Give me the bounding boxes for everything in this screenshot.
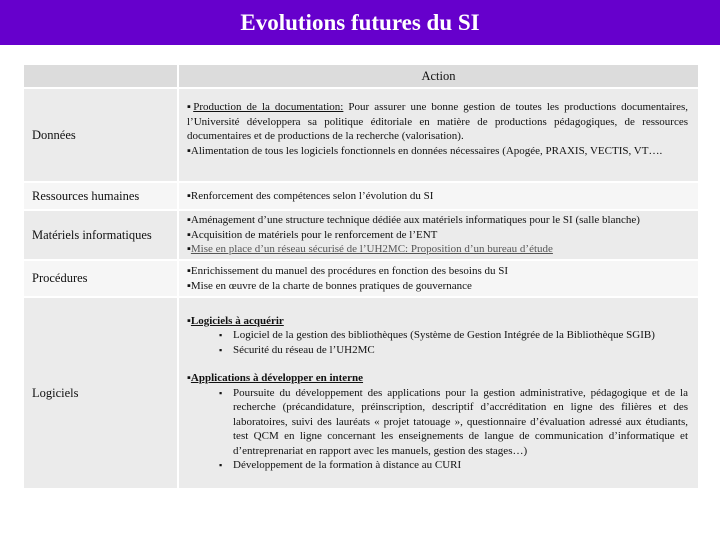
group-title: Logiciels à acquérir bbox=[190, 314, 284, 327]
bullet-icon: ▪ bbox=[187, 228, 191, 241]
action-item bbox=[187, 242, 688, 257]
table-row-rh bbox=[24, 183, 698, 209]
sub-item: ▪ Logiciel de la gestion des bibliothèques (Système de Gestion Intégrée de la Bibliothèque SGIB) bbox=[233, 328, 688, 343]
header-action: Action bbox=[179, 65, 698, 87]
bullet-icon: ▪ bbox=[187, 372, 191, 384]
sub-item: ▪ Développement de la formation à distance au CURI bbox=[233, 458, 688, 473]
action-item bbox=[187, 279, 688, 294]
table-row-donnees bbox=[24, 89, 698, 181]
bullet-icon: ▪ bbox=[187, 314, 191, 327]
sub-item: ▪ Poursuite du développement des applications pour la gestion administrative, pédagogique et de la recherche (précandidature, préinscription, descriptif d’accréditation en ligne des filières et des laboratoires, suivi des lauréats « projet tatouage », questionnaire d’évaluation adressé aux étudiants, test QCM en ligne concernant les enseignements de langue de communication d’informatique et d’entreprenariat en rapport avec les manuels, gestion des stages…) bbox=[233, 386, 688, 459]
row-action bbox=[179, 89, 698, 181]
row-label: Données bbox=[24, 89, 179, 181]
item-text: Renforcement des compétences selon l’évolution du SI bbox=[190, 189, 434, 202]
item-text: Alimentation de tous les logiciels fonctionnels en données nécessaires (Apogée, PRAXIS, VECTIS, VT…. bbox=[190, 144, 663, 157]
item-heading: Production de la documentation: bbox=[193, 101, 344, 113]
bullet-icon: ▪ bbox=[187, 189, 191, 202]
action-item bbox=[187, 264, 688, 279]
bullet-icon: ▪ bbox=[187, 243, 191, 256]
row-action bbox=[179, 261, 698, 296]
row-label: Matériels informatiques bbox=[24, 211, 179, 259]
sub-list bbox=[187, 328, 688, 357]
evolutions-table bbox=[24, 63, 698, 490]
action-item bbox=[187, 213, 688, 228]
group-title: Applications à développer en interne bbox=[190, 372, 364, 384]
item-text: Mise en place d’un réseau sécurisé de l’UH2MC: Proposition d’un bureau d’étude bbox=[190, 243, 553, 256]
bullet-icon: ▪ bbox=[187, 279, 191, 292]
action-item bbox=[187, 189, 688, 204]
bullet-icon: ▪ bbox=[187, 101, 194, 113]
row-label: Procédures bbox=[24, 261, 179, 296]
row-action bbox=[179, 211, 698, 259]
sub-list bbox=[187, 386, 688, 473]
group-heading bbox=[187, 314, 688, 329]
bullet-icon: ▪ bbox=[187, 144, 191, 157]
action-item bbox=[187, 228, 688, 243]
bullet-icon: ▪ bbox=[187, 265, 191, 277]
sub-item: ▪ Sécurité du réseau de l’UH2MC bbox=[233, 343, 688, 358]
item-text: Pour assurer une bonne gestion de toutes les productions documentaires, l’Université développera sa politique éditoriale en matière de productions pédagogiques, de ressources documentaires et de productions de la recherche (valorisation). bbox=[187, 101, 689, 142]
table-header bbox=[24, 65, 698, 87]
table-row-logiciels bbox=[24, 298, 698, 488]
row-action bbox=[179, 298, 698, 488]
action-item bbox=[187, 100, 688, 144]
item-text: Enrichissement du manuel des procédures en fonction des besoins du SI bbox=[190, 265, 508, 277]
action-item bbox=[187, 144, 688, 159]
row-label: Ressources humaines bbox=[24, 183, 179, 209]
item-text: Acquisition de matériels pour le renforcement de l’ENT bbox=[190, 228, 438, 241]
row-action bbox=[179, 183, 698, 209]
row-label: Logiciels bbox=[24, 298, 179, 488]
item-text: Aménagement d’une structure technique dédiée aux matériels informatiques pour le SI (salle blanche) bbox=[190, 214, 640, 227]
header-col1 bbox=[24, 65, 179, 87]
table-row-procedures bbox=[24, 261, 698, 296]
item-text: Mise en œuvre de la charte de bonnes pratiques de gouvernance bbox=[190, 279, 472, 292]
group-heading bbox=[187, 371, 688, 386]
bullet-icon: ▪ bbox=[187, 214, 191, 227]
table-row-materiels bbox=[24, 211, 698, 259]
slide-title: Evolutions futures du SI bbox=[0, 0, 720, 45]
